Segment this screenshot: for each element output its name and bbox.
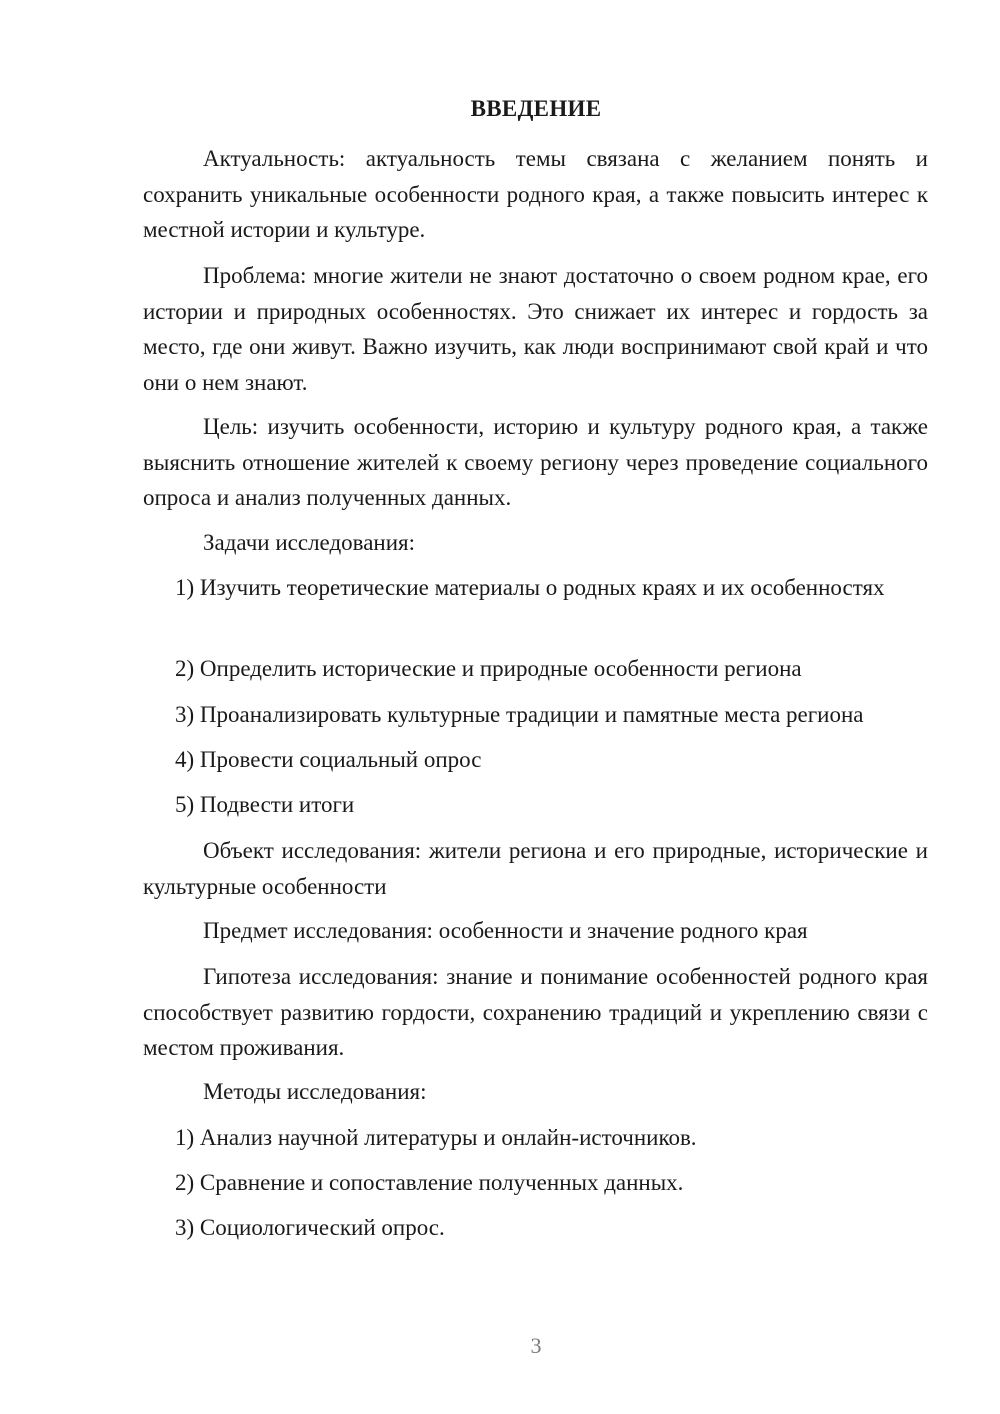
methods-title: Методы исследования: xyxy=(203,1079,427,1104)
tasks-title: Задачи исследования: xyxy=(203,530,416,555)
task-item-1: 1) Изучить теоретические материалы о родных краях и их особенностях xyxy=(175,575,885,600)
method-item-3: 3) Социологический опрос. xyxy=(175,1215,445,1240)
problem-paragraph: Проблема: многие жители не знают достаточно о своем родном крае, его истории и природных особенностях. Это снижает их интерес и гордость за место, где они живут. Важно изучить, как люди воспринимают свой край и что они о нем знают. xyxy=(143,263,928,395)
hypothesis-paragraph: Гипотеза исследования: знание и понимание особенностей родного края способствует развитию гордости, сохранению традиций и укреплению связи с местом проживания. xyxy=(143,964,928,1060)
section-heading: ВВЕДЕНИЕ xyxy=(470,96,602,121)
task-item-5: 5) Подвести итоги xyxy=(175,792,355,817)
relevance-paragraph: Актуальность: актуальность темы связана с желанием понять и сохранить уникальные особенности родного края, а также повысить интерес к местной истории и культуре. xyxy=(143,146,928,242)
method-item-1: 1) Анализ научной литературы и онлайн-источников. xyxy=(175,1125,697,1150)
object-paragraph: Объект исследования: жители региона и его природные, исторические и культурные особенности xyxy=(143,838,928,899)
goal-paragraph: Цель: изучить особенности, историю и культуру родного края, а также выяснить отношение жителей к своему региону через проведение социального опроса и анализ полученных данных. xyxy=(143,414,928,510)
task-item-3: 3) Проанализировать культурные традиции и памятные места региона xyxy=(175,702,864,727)
subject-paragraph: Предмет исследования: особенности и значение родного края xyxy=(203,918,808,943)
task-item-2: 2) Определить исторические и природные особенности региона xyxy=(175,656,802,681)
task-item-4: 4) Провести социальный опрос xyxy=(175,747,482,772)
page-number: 3 xyxy=(530,1333,542,1358)
method-item-2: 2) Сравнение и сопоставление полученных данных. xyxy=(175,1170,684,1195)
